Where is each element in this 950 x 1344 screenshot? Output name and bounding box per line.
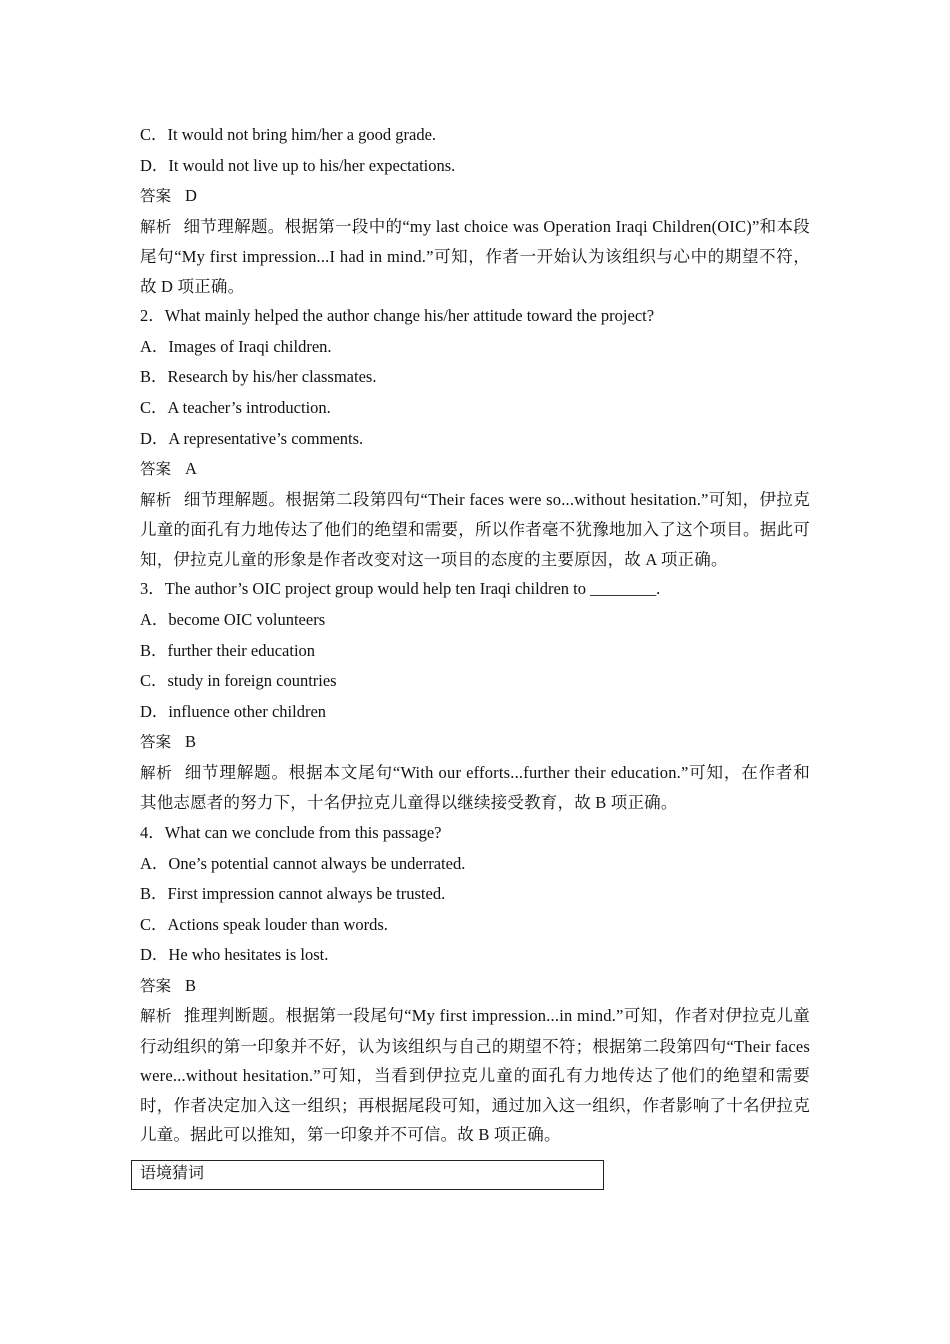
q1-analysis: 解析 细节理解题。根据第一段中的“my last choice was Operation Iraqi Children(OIC)”和本段尾句“My first impression...I had in mind.”可知，作者一开始认为该组织与心中的期望不符，故 D 项正确。 xyxy=(140,216,810,296)
q2-option-b: B．Research by his/her classmates. xyxy=(140,367,377,387)
q3-option-a: A．become OIC volunteers xyxy=(140,609,326,629)
q1-option-c: C．It would not bring him/her a good grade. xyxy=(140,125,437,144)
q4-option-d: D．He who hesitates is lost. xyxy=(140,945,329,965)
q4-analysis: 解析 推理判断题。根据第一段尾句“My first impression...in mind.”可知，作者对伊拉克儿童行动组织的第一印象并不好，认为该组织与自己的期望不符；根据第二段第四句“Their faces were...without hesitation.”可知，当看到伊拉克儿童的面孔有力地传达了他们的绝望和需要时，作者决定加入这一组织；再根据尾段可知，通过加入这一组织，作者影响了十名伊拉克儿童。据此可以推知，第一印象并不可信。故 B 项正确。 xyxy=(140,1006,811,1145)
q3-option-b: B．further their education xyxy=(140,640,316,660)
q4-option-c: C．Actions speak louder than words. xyxy=(140,914,388,934)
q1-answer: 答案 D xyxy=(140,186,197,206)
section-title: 语境猜词 xyxy=(140,1163,205,1182)
q2-answer: 答案 A xyxy=(140,459,197,479)
q2-option-a: A．Images of Iraqi children. xyxy=(140,336,332,356)
q2-option-d: D．A representative’s comments. xyxy=(140,428,364,448)
q3-option-c: C．study in foreign countries xyxy=(140,671,337,691)
q4-option-b: B．First impression cannot always be trusted. xyxy=(140,884,446,904)
q2-option-c: C．A teacher’s introduction. xyxy=(140,398,331,418)
q3-stem: 3．The author’s OIC project group would help ten Iraqi children to ________. xyxy=(140,579,661,599)
q4-stem: 4．What can we conclude from this passage? xyxy=(140,822,442,842)
q4-answer: 答案 B xyxy=(140,975,197,995)
q3-answer: 答案 B xyxy=(140,732,197,752)
document-page xyxy=(140,120,810,1150)
q2-stem: 2．What mainly helped the author change his/her attitude toward the project? xyxy=(140,306,655,326)
q3-option-d: D．influence other children xyxy=(140,701,327,721)
q1-option-d: D．It would not live up to his/her expectations. xyxy=(140,155,456,175)
section-title-box xyxy=(131,1160,604,1190)
q4-option-a: A．One’s potential cannot always be underrated. xyxy=(140,853,466,873)
q3-analysis: 解析 细节理解题。根据本文尾句“With our efforts...further their education.”可知，在作者和其他志愿者的努力下，十名伊拉克儿童得以继续接受教育，故 B 项正确。 xyxy=(140,762,810,813)
q2-analysis: 解析 细节理解题。根据第二段第四句“Their faces were so...without hesitation.”可知，伊拉克儿童的面孔有力地传达了他们的绝望和需要，所以作者毫不犹豫地加入了这个项目。据此可知，伊拉克儿童的形象是作者改变对这一项目的态度的主要原因，故 A 项正确。 xyxy=(140,489,810,569)
